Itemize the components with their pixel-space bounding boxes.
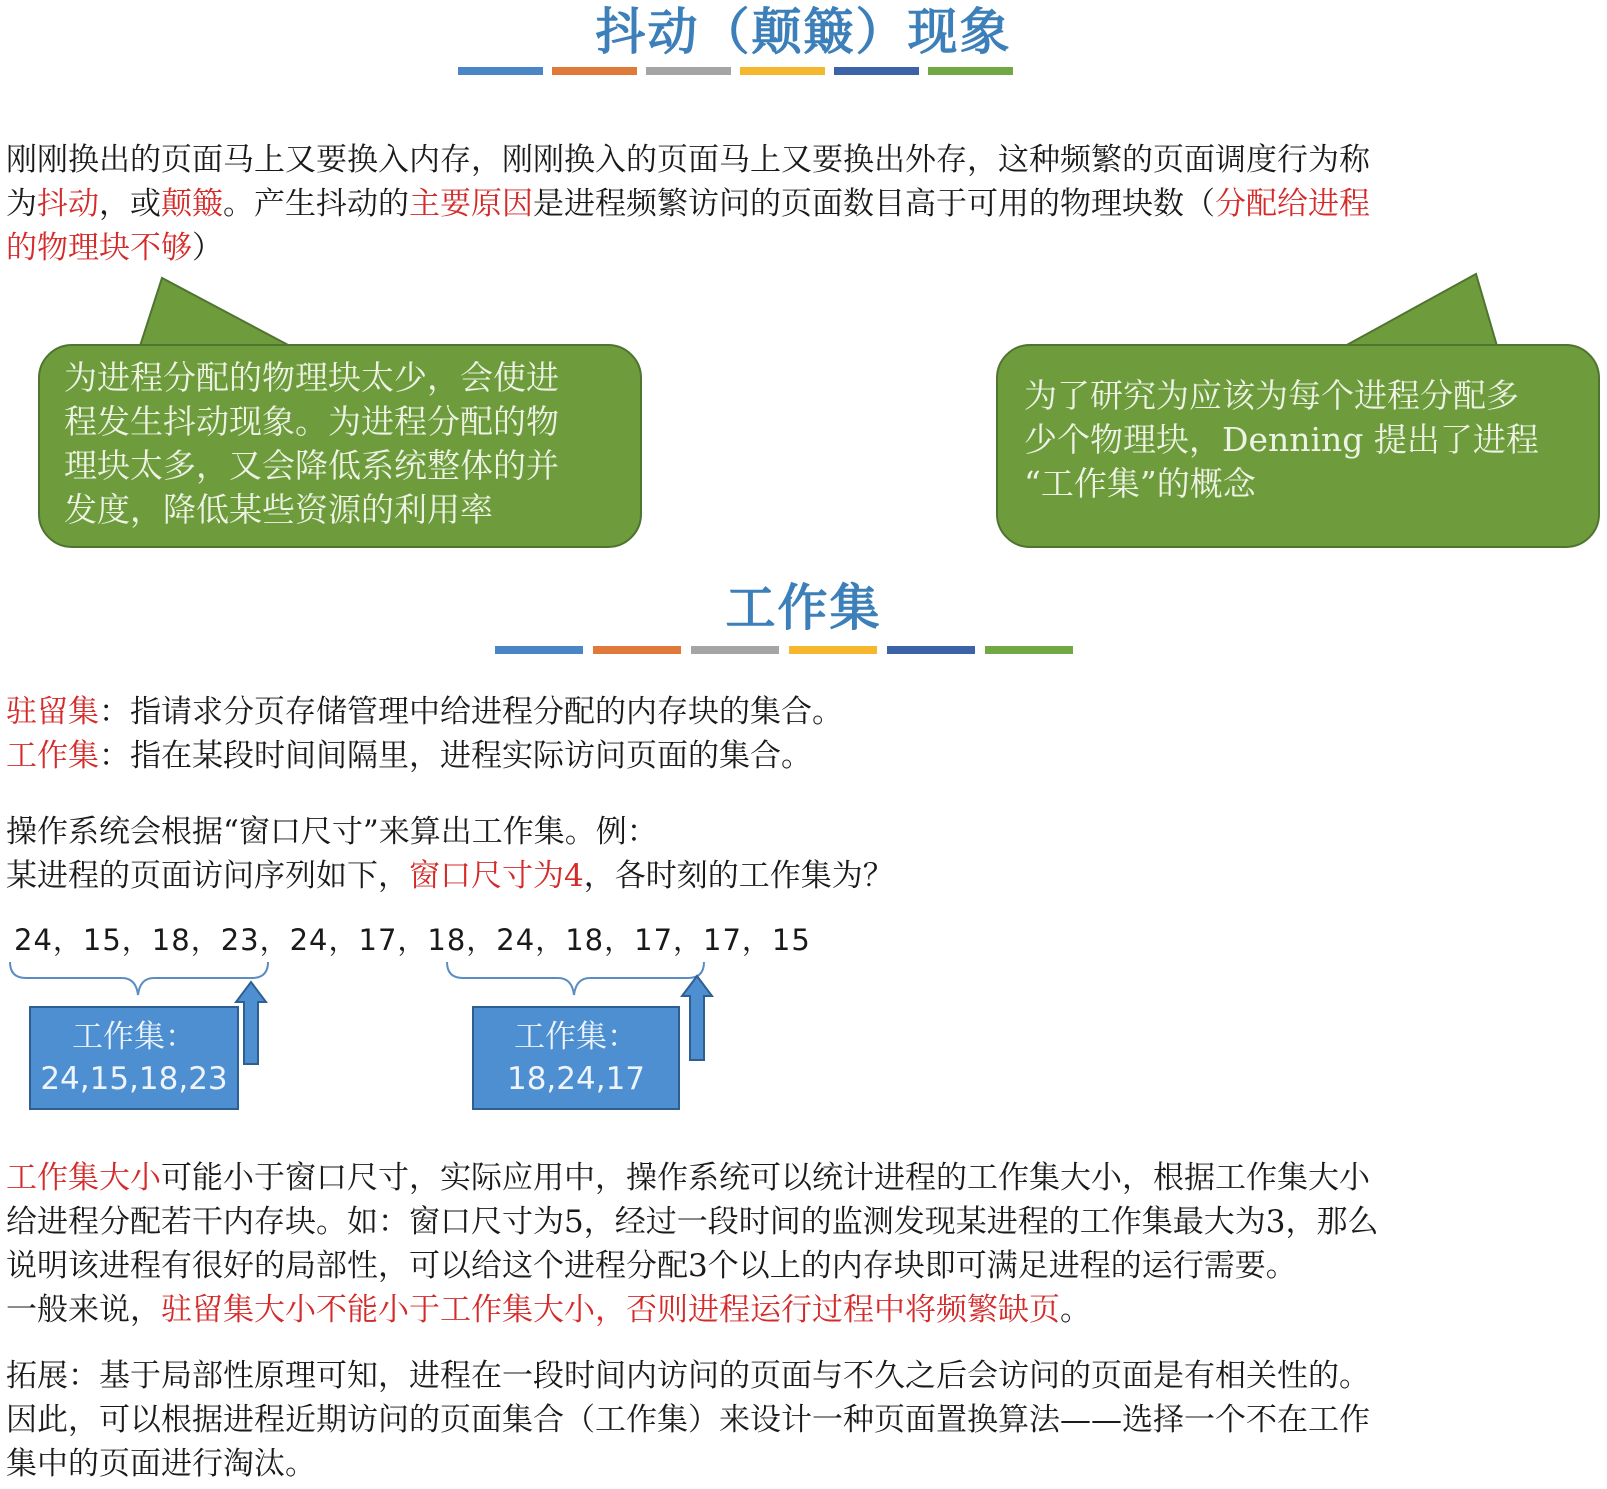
extension-line: 集中的页面进行淘汰。	[6, 1446, 316, 1482]
working-set-label: 工作集：	[514, 1019, 638, 1055]
arrow-up-icon	[682, 976, 712, 1060]
text: 可能小于窗口尺寸，实际应用中，操作系统可以统计进程的工作集大小，根据工作集大小	[161, 1160, 1370, 1196]
text: ）	[192, 230, 223, 266]
arrow-up-icon	[236, 982, 266, 1064]
section-title: 工作集	[725, 579, 882, 637]
brace-left	[10, 962, 268, 995]
extension-line: 拓展：基于局部性原理可知，进程在一段时间内访问的页面与不久之后会访问的页面是有相关性的。	[6, 1358, 1370, 1394]
working-set-box	[472, 1006, 680, 1110]
working-set-box	[29, 1006, 239, 1110]
example-line: 操作系统会根据“窗口尺寸”来算出工作集。例：	[6, 814, 658, 850]
window-size: 窗口尺寸为4	[409, 858, 584, 894]
working-set-value: 24,15,18,23	[40, 1061, 228, 1097]
text: 为	[6, 186, 37, 222]
text: ：指请求分页存储管理中给进程分配的内存块的集合。	[99, 694, 843, 730]
key-conclusion: 驻留集大小不能小于工作集大小，否则进程运行过程中将频繁缺页	[161, 1292, 1060, 1328]
working-set-label: 工作集：	[72, 1019, 196, 1055]
term-not-enough: 的物理块不够	[6, 230, 192, 266]
text: ，各时刻的工作集为？	[583, 858, 894, 894]
size-line	[6, 1156, 1601, 1200]
term-allocation: 分配给进程	[1215, 186, 1370, 222]
callout-line: 程发生抖动现象。为进程分配的物	[64, 402, 559, 441]
working-set-value: 18,24,17	[506, 1061, 646, 1097]
text: 。产生抖动的	[223, 186, 409, 222]
term-resident-set: 驻留集	[6, 694, 99, 730]
term-working-set-size: 工作集大小	[6, 1160, 161, 1196]
text: ，或	[99, 186, 161, 222]
size-line: 说明该进程有很好的局部性，可以给这个进程分配3个以上的内存块即可满足进程的运行需要。	[6, 1248, 1297, 1284]
callout-line: 发度，降低某些资源的利用率	[64, 490, 493, 529]
term-working-set: 工作集	[6, 738, 99, 774]
extension-paragraph	[6, 1354, 1601, 1486]
callout-line: 少个物理块，Denning 提出了进程	[1024, 420, 1539, 459]
term-thrashing: 抖动	[37, 186, 99, 222]
extension-line: 因此，可以根据进程近期访问的页面集合（工作集）来设计一种页面置换算法——选择一个不在工作	[6, 1402, 1370, 1438]
text: 是进程频繁访问的页面数目高于可用的物理块数（	[533, 186, 1215, 222]
callout-line: 为进程分配的物理块太少，会使进	[64, 358, 559, 397]
page-title: 抖动（颠簸）现象	[595, 3, 1012, 61]
size-line: 给进程分配若干内存块。如：窗口尺寸为5，经过一段时间的监测发现某进程的工作集最大为3，那么	[6, 1204, 1379, 1240]
size-line	[6, 1288, 1601, 1332]
page-access-sequence: 24，15，18，23，24，17，18，24，18，17，17，15	[14, 923, 811, 957]
text: 一般来说，	[6, 1292, 161, 1328]
term-bump: 颠簸	[161, 186, 223, 222]
callout-line: 理块太多，又会降低系统整体的并	[64, 446, 559, 485]
size-paragraph	[6, 1156, 1601, 1332]
term-main-cause: 主要原因	[409, 186, 533, 222]
callout-line: “工作集”的概念	[1024, 464, 1256, 503]
text: ：指在某段时间间隔里，进程实际访问页面的集合。	[99, 738, 812, 774]
intro-line: 刚刚换出的页面马上又要换入内存，刚刚换入的页面马上又要换出外存，这种频繁的页面调度行为称	[6, 142, 1370, 178]
callout-line: 为了研究为应该为每个进程分配多	[1024, 376, 1519, 415]
text: 。	[1060, 1292, 1091, 1328]
text: 某进程的页面访问序列如下，	[6, 858, 409, 894]
brace-right	[447, 962, 704, 995]
